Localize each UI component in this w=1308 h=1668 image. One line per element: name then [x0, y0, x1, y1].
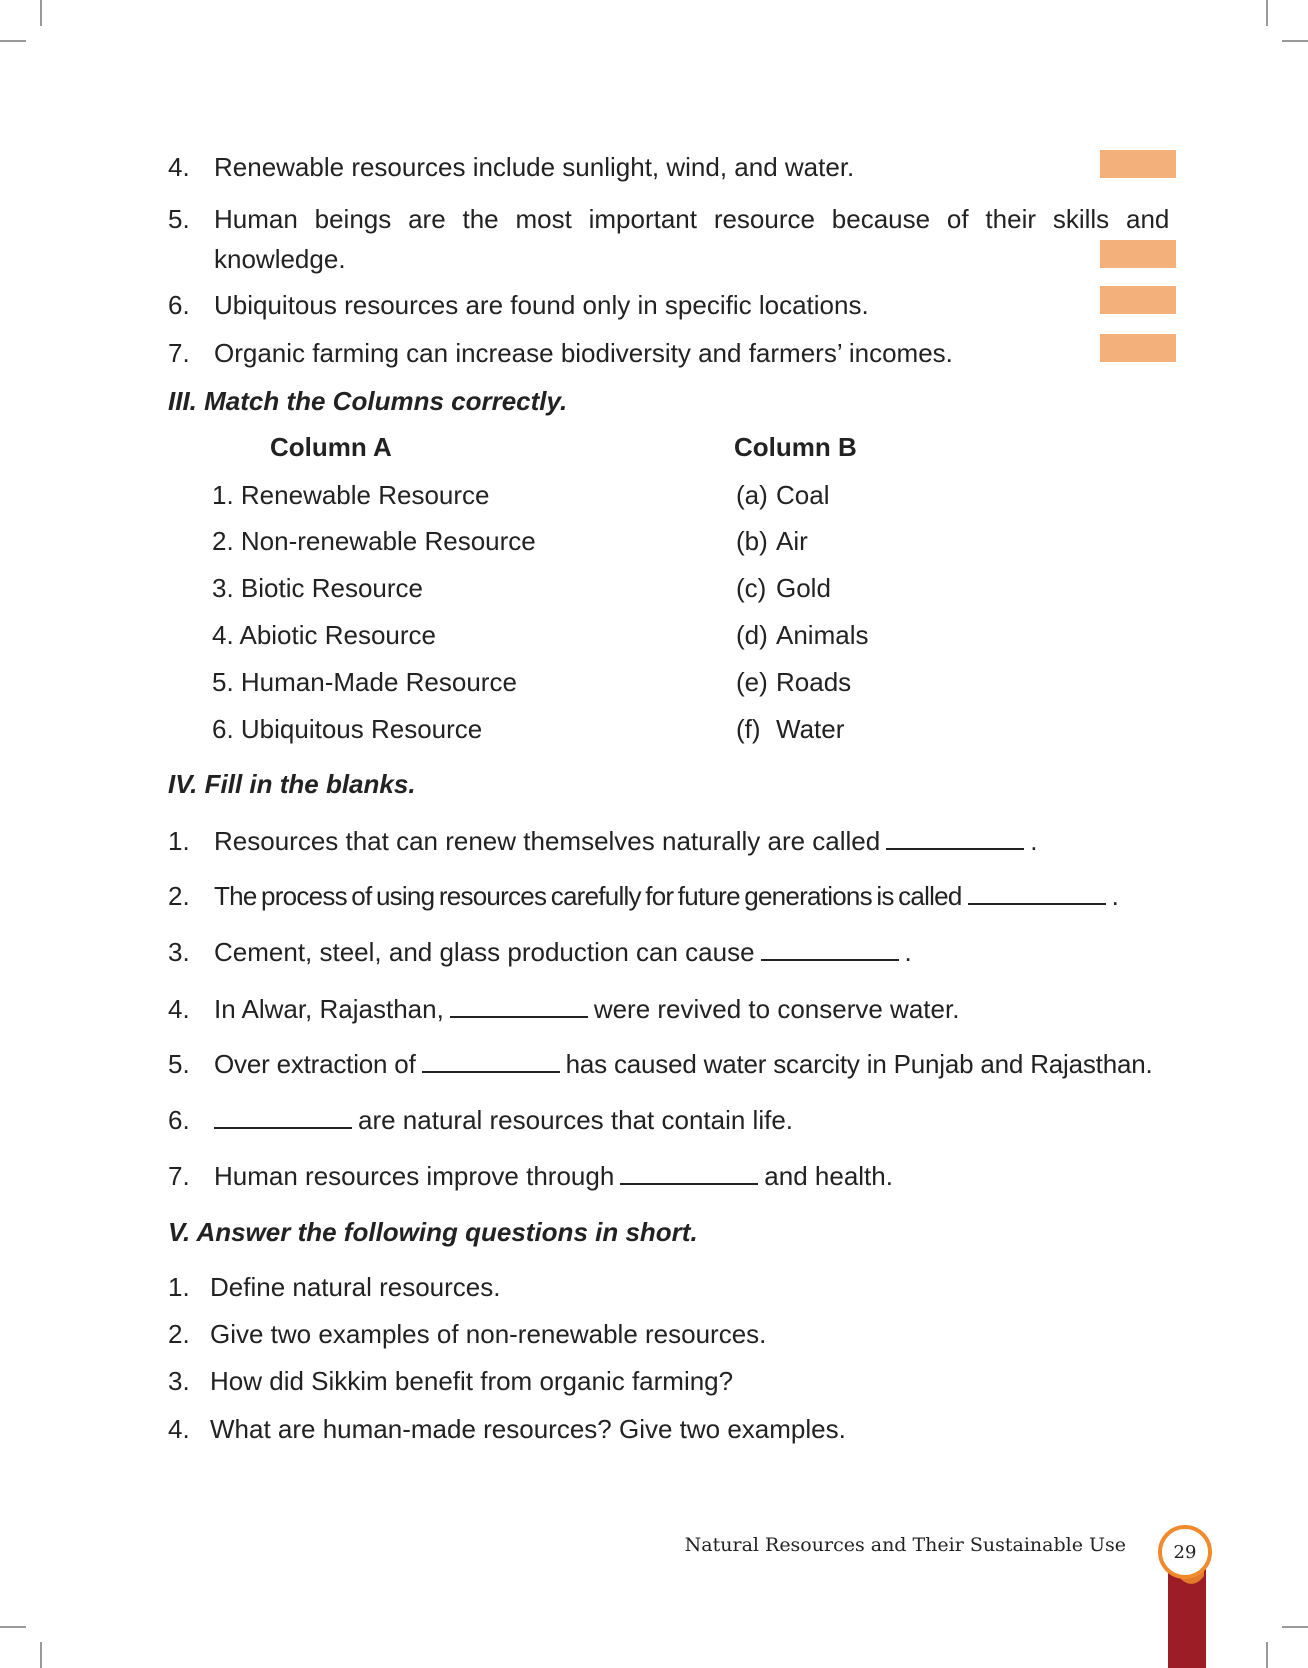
column-a-item: 1. Renewable Resource — [212, 480, 490, 510]
section-heading-fill-blanks: IV. Fill in the blanks. — [168, 769, 416, 799]
column-a-item: 3. Biotic Resource — [212, 573, 423, 603]
list-item-number: 2. — [168, 1319, 190, 1349]
column-a-item: 5. Human-Made Resource — [212, 667, 517, 697]
list-item-number: 7. — [168, 1161, 190, 1191]
column-a-item: 6. Ubiquitous Resource — [212, 714, 483, 744]
list-item-text: knowledge. — [214, 244, 346, 274]
crop-mark — [40, 1642, 42, 1668]
list-item — [214, 879, 1118, 913]
column-b-label: (e) — [736, 667, 768, 697]
answer-box[interactable] — [1100, 286, 1176, 314]
column-b-header: Column B — [734, 432, 857, 462]
blank-line[interactable] — [968, 881, 1106, 905]
blank-line[interactable] — [214, 1105, 352, 1129]
list-item — [214, 1103, 793, 1137]
blank-text-after: . — [1030, 826, 1038, 856]
column-b-label: (b) — [736, 526, 768, 556]
list-item-number: 4. — [168, 1414, 190, 1444]
list-item-number: 7. — [168, 338, 190, 368]
column-b-item: Coal — [776, 480, 830, 510]
list-item-text: How did Sikkim benefit from organic farming? — [210, 1366, 734, 1396]
list-item-text: Renewable resources include sunlight, wind, and water. — [214, 152, 855, 182]
page-number: 29 — [1158, 1525, 1212, 1579]
crop-mark — [1266, 0, 1268, 26]
list-item-number: 4. — [168, 152, 190, 182]
blank-line[interactable] — [886, 826, 1024, 850]
blank-text-before: Human resources improve through — [214, 1161, 615, 1191]
list-item-text: Define natural resources. — [210, 1272, 501, 1302]
blank-line[interactable] — [620, 1161, 758, 1185]
list-item-text: Give two examples of non-renewable resources. — [210, 1319, 767, 1349]
chapter-title: Natural Resources and Their Sustainable Use — [684, 1534, 1126, 1556]
list-item — [214, 824, 1037, 858]
list-item-number: 3. — [168, 1366, 190, 1396]
column-b-item: Roads — [776, 667, 852, 697]
blank-text-after: are natural resources that contain life. — [358, 1105, 794, 1135]
blank-text-after: and health. — [764, 1161, 893, 1191]
column-a-item: 4. Abiotic Resource — [212, 620, 437, 650]
crop-mark — [1266, 1642, 1268, 1668]
list-item-text: What are human-made resources? Give two examples. — [210, 1414, 846, 1444]
column-b-label: (d) — [736, 620, 768, 650]
list-item — [214, 992, 959, 1026]
list-item-text: Human beings are the most important resource because of their skills and — [214, 204, 1170, 234]
column-b-label: (f) — [736, 714, 761, 744]
crop-mark — [1282, 40, 1308, 42]
blank-text-after: . — [1111, 881, 1119, 911]
answer-box[interactable] — [1100, 334, 1176, 362]
blank-line[interactable] — [422, 1049, 560, 1073]
blank-line[interactable] — [450, 994, 588, 1018]
column-b-label: (c) — [736, 573, 767, 603]
column-b-label: (a) — [736, 480, 768, 510]
list-item-number: 6. — [168, 1105, 190, 1135]
list-item-number: 2. — [168, 881, 190, 911]
column-b-item: Water — [776, 714, 845, 744]
blank-line[interactable] — [761, 937, 899, 961]
list-item-number: 3. — [168, 937, 190, 967]
crop-mark — [40, 0, 42, 26]
blank-text-before: The process of using resources carefully for future generations is called — [214, 881, 962, 911]
answer-box[interactable] — [1100, 150, 1176, 178]
column-b-item: Gold — [776, 573, 831, 603]
list-item-text: Organic farming can increase biodiversity and farmers’ incomes. — [214, 338, 953, 368]
column-a-item: 2. Non-renewable Resource — [212, 526, 536, 556]
blank-text-after: . — [904, 937, 912, 967]
blank-text-before: In Alwar, Rajasthan, — [214, 994, 444, 1024]
list-item-number: 5. — [168, 1049, 190, 1079]
column-a-header: Column A — [270, 432, 392, 462]
blank-text-after: were revived to conserve water. — [593, 994, 960, 1024]
list-item — [214, 1159, 893, 1193]
blank-text-before: Resources that can renew themselves naturally are called — [214, 826, 881, 856]
list-item-number: 4. — [168, 994, 190, 1024]
blank-text-before: Over extraction of — [214, 1049, 416, 1079]
list-item — [214, 935, 912, 969]
answer-box[interactable] — [1100, 240, 1176, 268]
blank-text-before: Cement, steel, and glass production can cause — [214, 937, 755, 967]
list-item-text: Ubiquitous resources are found only in specific locations. — [214, 290, 869, 320]
list-item — [214, 1047, 1153, 1081]
crop-mark — [0, 40, 26, 42]
list-item-number: 6. — [168, 290, 190, 320]
crop-mark — [0, 1626, 26, 1628]
list-item-number: 1. — [168, 1272, 190, 1302]
section-heading-match: III. Match the Columns correctly. — [168, 386, 568, 416]
blank-text-after: has caused water scarcity in Punjab and Rajasthan. — [565, 1049, 1153, 1079]
list-item-number: 5. — [168, 204, 190, 234]
section-heading-short-answer: V. Answer the following questions in short. — [168, 1217, 698, 1247]
column-b-item: Air — [776, 526, 808, 556]
crop-mark — [1282, 1626, 1308, 1628]
column-b-item: Animals — [776, 620, 869, 650]
list-item-number: 1. — [168, 826, 190, 856]
